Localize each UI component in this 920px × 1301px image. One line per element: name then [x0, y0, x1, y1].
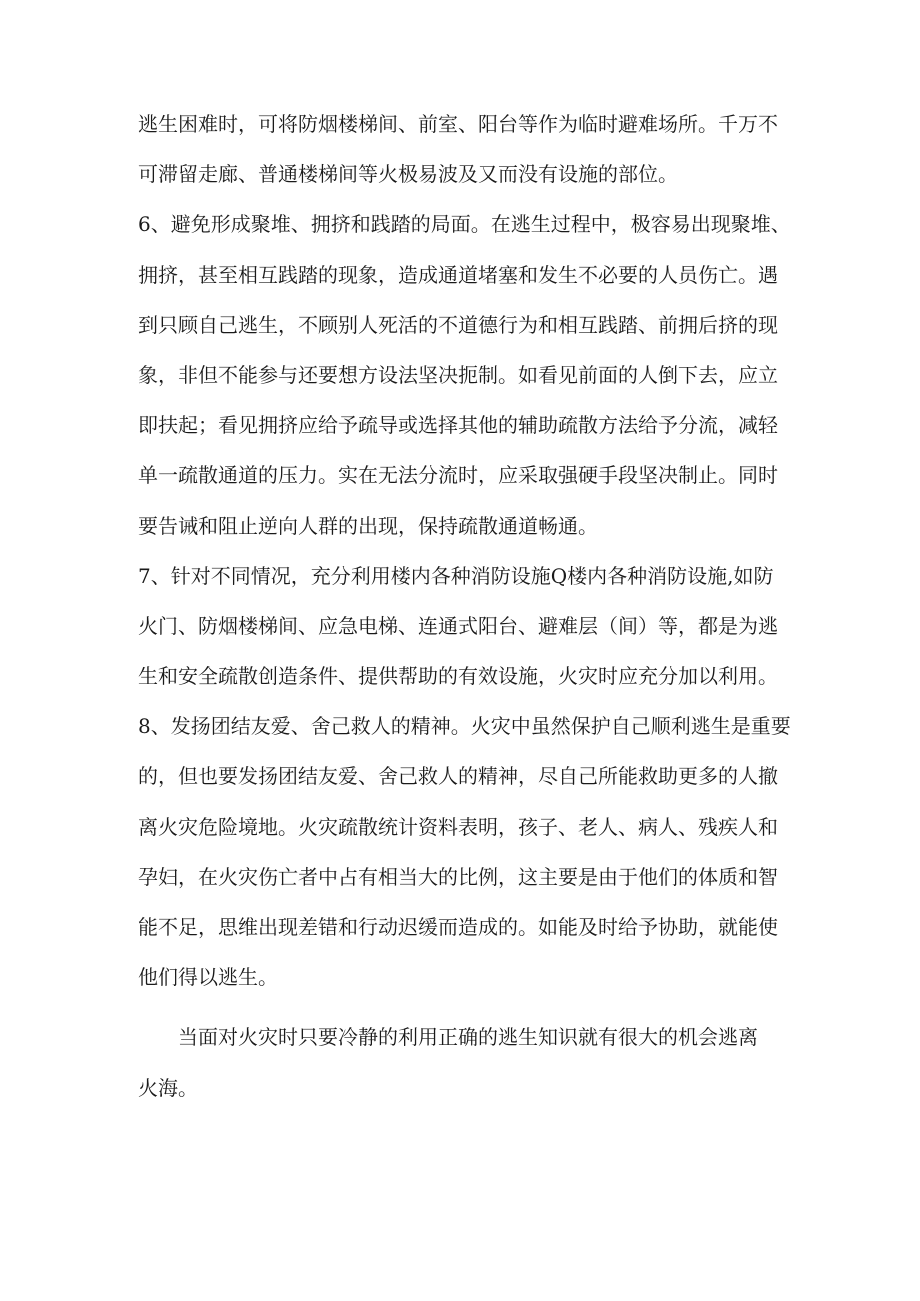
text-line: 拥挤，甚至相互践踏的现象，造成通道堵塞和发生不必要的人员伤亡。遇	[138, 262, 778, 287]
text-line: 他们得以逃生。	[138, 965, 278, 990]
text-line: 可滞留走廊、普通楼梯间等火极易波及又而没有设施的部位。	[138, 162, 678, 187]
text-line: 单一疏散通道的压力。实在无法分流时，应采取强硬手段坚决制止。同时	[138, 463, 778, 488]
text-line: 生和安全疏散创造条件、提供帮助的有效设施，火灾时应充分加以利用。	[138, 664, 778, 689]
text-line: 离火灾危险境地。火灾疏散统计资料表明，孩子、老人、病人、残疾人和	[138, 814, 778, 839]
text-line: 到只顾自己逃生，不顾别人死活的不道德行为和相互践踏、前拥后挤的现	[138, 312, 778, 337]
text-line: 的，但也要发扬团结友爱、舍己救人的精神，尽自己所能救助更多的人撤	[138, 764, 778, 789]
text-line: 逃生困难时，可将防烟楼梯间、前室、阳台等作为临时避难场所。千万不	[138, 112, 778, 136]
paragraph-spacer	[138, 1014, 798, 1024]
text-line: 即扶起；看见拥挤应给予疏导或选择其他的辅助疏散方法给予分流，减轻	[138, 413, 778, 438]
text-line: 火门、防烟楼梯间、应急电梯、连通式阳台、避难层（间）等，都是为逃	[138, 613, 778, 638]
closing-line: 火海。	[138, 1075, 198, 1100]
closing-line: 当面对火灾时只要冷静的利用正确的逃生知识就有很大的机会逃离	[178, 1025, 758, 1050]
text-line: 7、针对不同情况，充分利用楼内各种消防设施Q楼内各种消防设施,如防	[138, 563, 774, 588]
text-line: 象，非但不能参与还要想方设法坚决扼制。如看见前面的人倒下去，应立	[138, 362, 778, 387]
document-body	[138, 111, 798, 1125]
text-line: 6、避免形成聚堆、拥挤和践踏的局面。在逃生过程中，极容易出现聚堆、	[138, 212, 791, 237]
text-line: 8、发扬团结友爱、舍己救人的精神。火灾中虽然保护自己顺利逃生是重要	[138, 714, 791, 739]
text-line: 要告诫和阻止逆向人群的出现，保持疏散通道畅通。	[138, 513, 598, 538]
text-line: 能不足，思维出现差错和行动迟缓而造成的。如能及时给予协助，就能使	[138, 915, 778, 939]
text-line: 孕妇，在火灾伤亡者中占有相当大的比例，这主要是由于他们的体质和智	[138, 864, 778, 889]
